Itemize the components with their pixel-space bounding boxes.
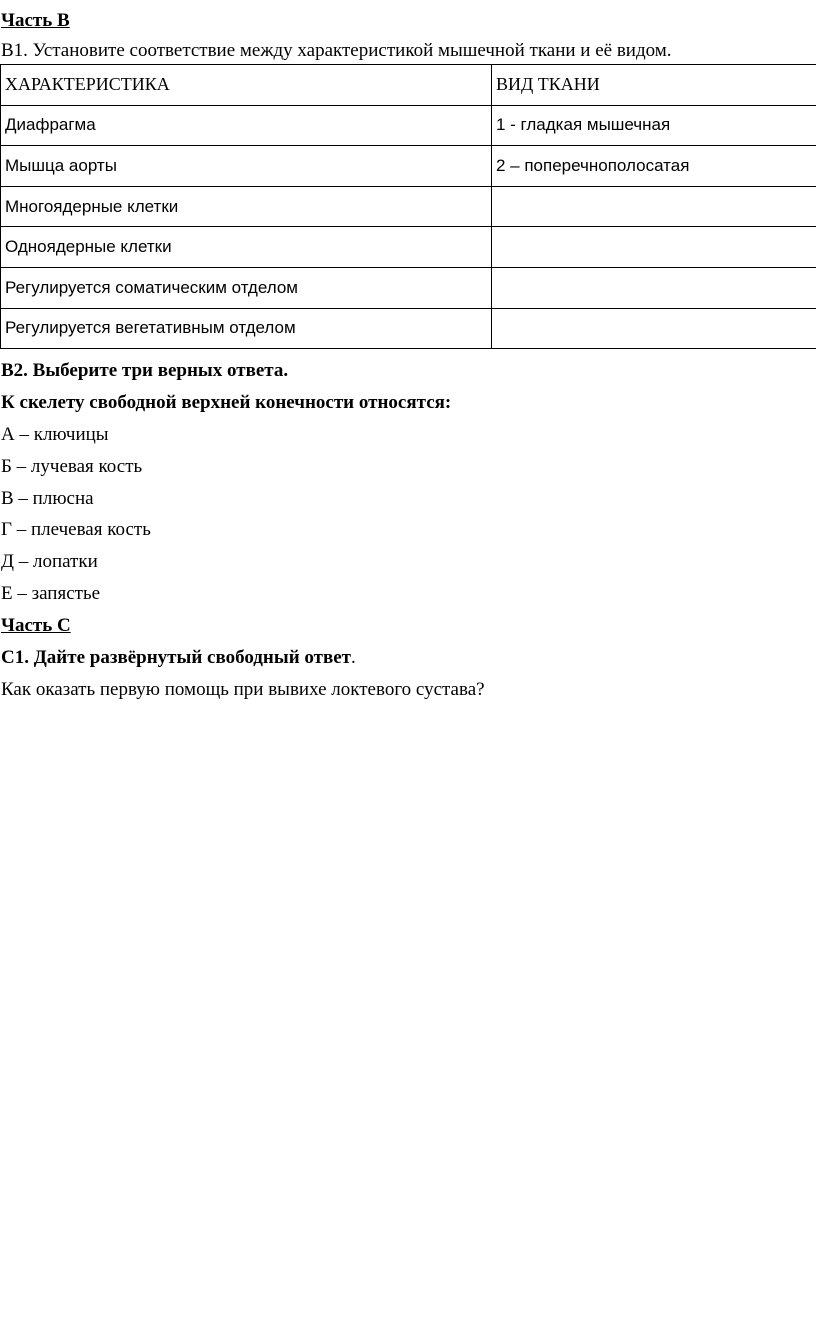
table-cell-characteristic: Диафрагма: [1, 105, 492, 146]
b2-question: К скелету свободной верхней конечности относятся:: [1, 392, 452, 413]
table-header-characteristic: ХАРАКТЕРИСТИКА: [1, 65, 492, 106]
table-cell-tissue-type: [492, 267, 816, 308]
matching-table: [0, 64, 816, 349]
table-header-tissue-type: ВИД ТКАНИ: [492, 65, 816, 106]
table-cell-characteristic: Регулируется вегетативным отделом: [1, 308, 492, 349]
option-item: Е – запястье: [1, 583, 101, 604]
c1-question: Как оказать первую помощь при вывихе локтевого сустава?: [1, 679, 485, 700]
table-cell-tissue-type: [492, 308, 816, 349]
table-cell-tissue-type: 1 - гладкая мышечная: [492, 105, 816, 146]
table-cell-tissue-type: [492, 186, 816, 227]
option-item: Д – лопатки: [1, 551, 98, 572]
table-cell-characteristic: Одноядерные клетки: [1, 227, 492, 268]
c1-instruction-tail: .: [351, 647, 356, 668]
part-c-title: Часть С: [1, 615, 71, 636]
option-item: Г – плечевая кость: [1, 519, 151, 540]
table-cell-characteristic: Многоядерные клетки: [1, 186, 492, 227]
table-cell-tissue-type: 2 – поперечнополосатая: [492, 146, 816, 187]
c1-instruction: [1, 647, 356, 669]
table-row: [1, 186, 816, 227]
table-row: [1, 146, 816, 187]
table-row: [1, 308, 816, 349]
table-cell-characteristic: Регулируется соматическим отделом: [1, 267, 492, 308]
c1-instruction-bold: С1. Дайте развёрнутый свободный ответ: [1, 647, 351, 668]
option-item: В – плюсна: [1, 488, 94, 509]
table-row: [1, 267, 816, 308]
table-cell-tissue-type: [492, 227, 816, 268]
table-cell-characteristic: Мышца аорты: [1, 146, 492, 187]
option-item: Б – лучевая кость: [1, 456, 143, 477]
part-b-title: Часть В: [1, 10, 70, 31]
table-header-row: [1, 65, 816, 106]
b1-prompt: В1. Установите соответствие между характеристикой мышечной ткани и её видом.: [1, 40, 672, 61]
b2-instruction: В2. Выберите три верных ответа.: [1, 360, 289, 381]
table-row: [1, 227, 816, 268]
option-item: А – ключицы: [1, 424, 109, 445]
table-row: [1, 105, 816, 146]
